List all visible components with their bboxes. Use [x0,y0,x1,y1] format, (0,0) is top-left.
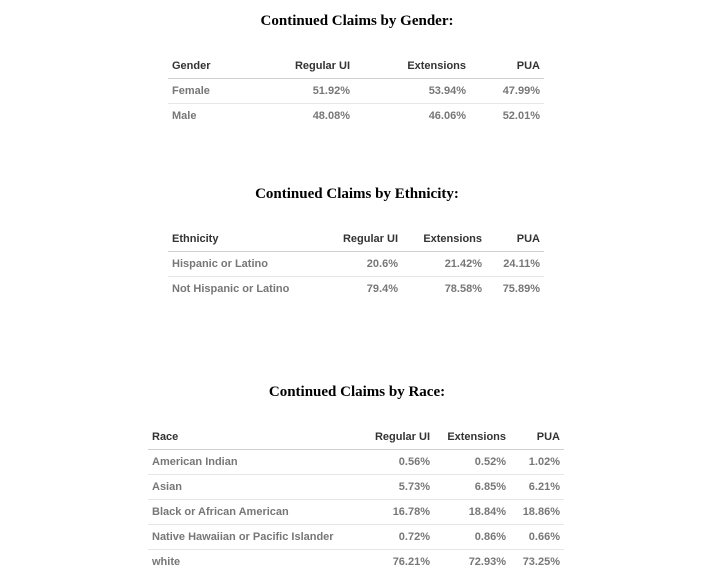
table-row [168,79,544,104]
race-section-title: Continued Claims by Race: [268,384,446,400]
row-label: white [152,556,181,568]
cell-value: 24.11% [486,252,544,277]
table-row [148,550,564,575]
cell-value: 73.25% [522,556,560,568]
cell-value: 51.92% [278,79,354,104]
table-header-row [168,226,544,252]
column-header: Gender [168,53,278,79]
table-row [168,104,544,129]
row-label: Male [172,110,197,122]
row-label: Not Hispanic or Latino [172,283,290,295]
table-header-row [148,424,564,450]
gender-table [168,53,544,128]
cell-value: 78.58% [444,283,482,295]
column-header: Extensions [434,424,510,450]
row-label: Hispanic or Latino [168,252,328,277]
cell-value: 0.52% [434,450,510,475]
cell-value: 18.84% [434,500,510,525]
column-header: Race [148,424,354,450]
row-label: Native Hawaiian or Pacific Islander [148,525,354,550]
cell-value: 21.42% [402,252,486,277]
ethnicity-section-title: Continued Claims by Ethnicity: [255,186,459,202]
row-label: Asian [148,475,354,500]
table-row [148,525,564,550]
cell-value: 6.21% [510,475,564,500]
column-header: Regular UI [354,424,434,450]
cell-value: 0.72% [354,525,434,550]
table-row [148,475,564,500]
cell-value: 16.78% [354,500,434,525]
cell-value: 75.89% [502,283,540,295]
cell-value: 46.06% [428,110,466,122]
column-header: PUA [486,226,544,252]
cell-value: 18.86% [510,500,564,525]
cell-value: 0.66% [510,525,564,550]
column-header: Extensions [354,53,470,79]
column-header: Regular UI [278,53,354,79]
column-header: PUA [510,424,564,450]
column-header: Regular UI [328,226,402,252]
row-label: Female [168,79,278,104]
column-header: Extensions [402,226,486,252]
table-row [148,500,564,525]
table-row [168,252,544,277]
column-header: Ethnicity [168,226,328,252]
row-label: Black or African American [148,500,354,525]
cell-value: 1.02% [510,450,564,475]
table-header-row [168,53,544,79]
row-label: American Indian [148,450,354,475]
cell-value: 48.08% [312,110,350,122]
cell-value: 53.94% [354,79,470,104]
gender-section-title: Continued Claims by Gender: [260,13,454,29]
cell-value: 79.4% [366,283,398,295]
cell-value: 5.73% [354,475,434,500]
cell-value: 0.56% [354,450,434,475]
column-header: PUA [470,53,544,79]
cell-value: 20.6% [328,252,402,277]
cell-value: 47.99% [470,79,544,104]
cell-value: 52.01% [502,110,540,122]
cell-value: 6.85% [434,475,510,500]
ethnicity-table [168,226,544,301]
table-row [148,450,564,475]
cell-value: 76.21% [392,556,430,568]
cell-value: 0.86% [434,525,510,550]
race-table [148,424,564,574]
table-row [168,277,544,302]
cell-value: 72.93% [468,556,506,568]
